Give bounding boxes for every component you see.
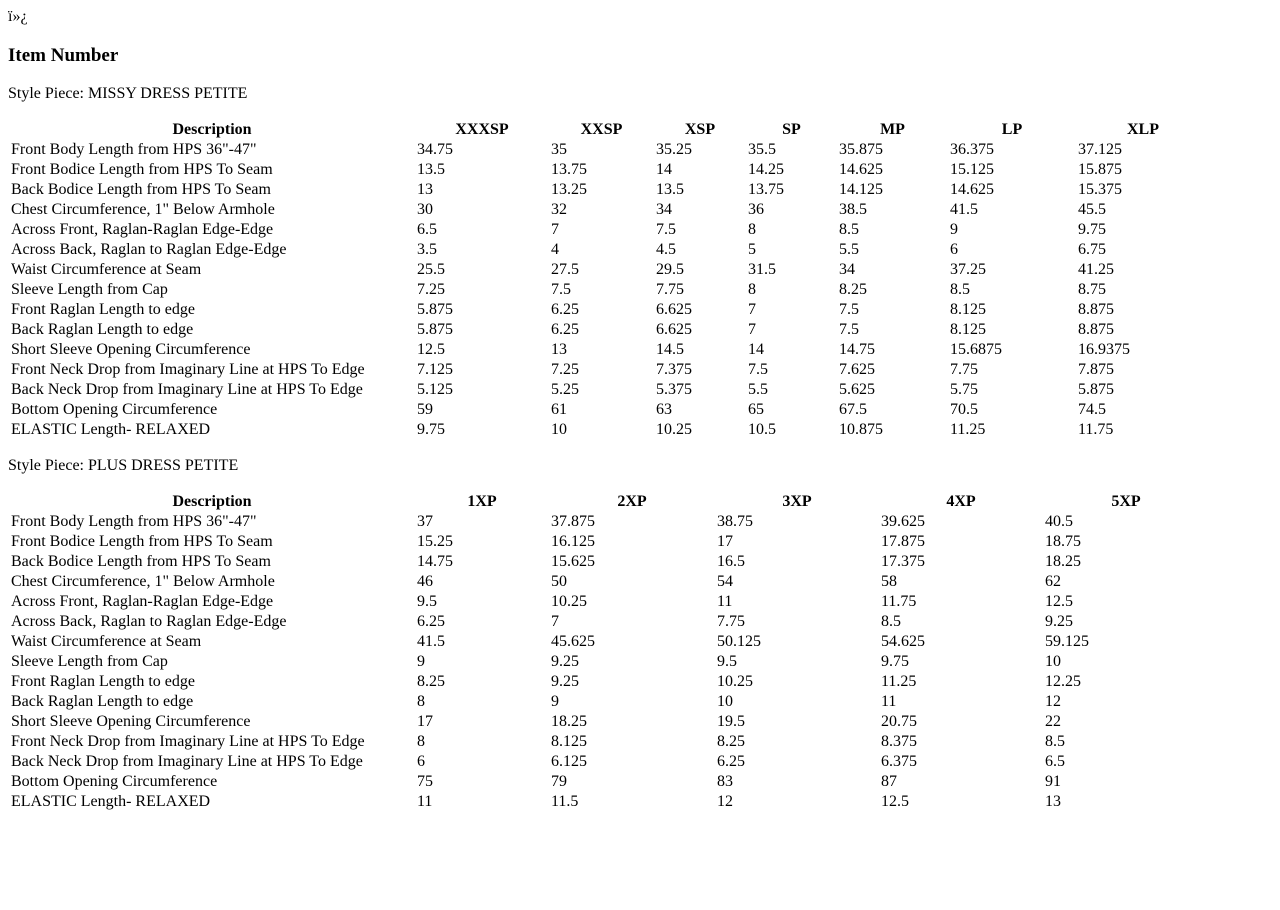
measurement-cell: 13 xyxy=(1045,793,1061,810)
description-cell: Front Raglan Length to edge xyxy=(11,673,195,690)
measurement-cell: 35.25 xyxy=(656,141,692,158)
measurement-cell: 37.25 xyxy=(950,261,986,278)
measurement-cell: 9.75 xyxy=(417,421,445,438)
measurement-cell: 17 xyxy=(417,713,433,730)
measurement-cell: 7 xyxy=(551,613,559,630)
measurement-cell: 87 xyxy=(881,773,897,790)
table-row xyxy=(10,161,1209,179)
measurement-cell: 6 xyxy=(950,241,958,258)
measurement-cell: 5.875 xyxy=(417,321,453,338)
description-cell: Front Neck Drop from Imaginary Line at HPS To Edge xyxy=(11,733,365,750)
table-row xyxy=(10,301,1209,319)
measurement-cell: 18.25 xyxy=(551,713,587,730)
table-row xyxy=(10,401,1209,419)
table-row xyxy=(10,513,1208,531)
measurement-cell: 5.5 xyxy=(748,381,768,398)
measurement-cell: 9 xyxy=(950,221,958,238)
measurement-cell: 8 xyxy=(417,693,425,710)
measurement-cell: 14.625 xyxy=(950,181,994,198)
measurement-cell: 10.25 xyxy=(717,673,753,690)
measurement-cell: 7.875 xyxy=(1078,361,1114,378)
table-row xyxy=(10,673,1208,691)
measurement-cell: 8.25 xyxy=(717,733,745,750)
description-cell: Short Sleeve Opening Circumference xyxy=(11,341,251,358)
measurement-cell: 9.25 xyxy=(551,673,579,690)
description-cell: Back Raglan Length to edge xyxy=(11,321,194,338)
measurement-cell: 6.25 xyxy=(417,613,445,630)
size-table-plus-dress-petite xyxy=(8,491,1210,813)
table-row xyxy=(10,141,1209,159)
measurement-cell: 16.5 xyxy=(717,553,745,570)
measurement-cell: 9.75 xyxy=(881,653,909,670)
measurement-cell: 20.75 xyxy=(881,713,917,730)
column-header: XLP xyxy=(1127,121,1159,138)
table-row xyxy=(10,733,1208,751)
measurement-cell: 17.375 xyxy=(881,553,925,570)
description-cell: Back Neck Drop from Imaginary Line at HPS To Edge xyxy=(11,381,363,398)
measurement-cell: 37 xyxy=(417,513,433,530)
measurement-cell: 8 xyxy=(748,281,756,298)
measurement-cell: 9.75 xyxy=(1078,221,1106,238)
measurement-cell: 9.25 xyxy=(1045,613,1073,630)
measurement-cell: 15.375 xyxy=(1078,181,1122,198)
measurement-cell: 16.125 xyxy=(551,533,595,550)
measurement-cell: 7.75 xyxy=(656,281,684,298)
measurement-cell: 11.75 xyxy=(1078,421,1114,438)
column-header: MP xyxy=(880,121,905,138)
measurement-cell: 10.5 xyxy=(748,421,776,438)
measurement-cell: 38.75 xyxy=(717,513,753,530)
column-header: SP xyxy=(782,121,801,138)
measurement-cell: 7.375 xyxy=(656,361,692,378)
measurement-cell: 40.5 xyxy=(1045,513,1073,530)
measurement-cell: 17 xyxy=(717,533,733,550)
measurement-cell: 7.5 xyxy=(551,281,571,298)
measurement-cell: 5.5 xyxy=(839,241,859,258)
measurement-cell: 15.25 xyxy=(417,533,453,550)
measurement-cell: 8.75 xyxy=(1078,281,1106,298)
measurement-cell: 35.5 xyxy=(748,141,776,158)
table-row xyxy=(10,713,1208,731)
measurement-cell: 25.5 xyxy=(417,261,445,278)
measurement-cell: 15.625 xyxy=(551,553,595,570)
table-row xyxy=(10,773,1208,791)
measurement-cell: 31.5 xyxy=(748,261,776,278)
table-row xyxy=(10,613,1208,631)
column-header: Description xyxy=(172,493,252,510)
table-row xyxy=(10,573,1208,591)
measurement-cell: 7.75 xyxy=(717,613,745,630)
column-header: XXXSP xyxy=(455,121,509,138)
measurement-cell: 13.5 xyxy=(656,181,684,198)
measurement-cell: 12 xyxy=(1045,693,1061,710)
measurement-cell: 12 xyxy=(717,793,733,810)
measurement-cell: 41.5 xyxy=(950,201,978,218)
measurement-cell: 6 xyxy=(417,753,425,770)
measurement-cell: 3.5 xyxy=(417,241,437,258)
table-row xyxy=(10,593,1208,611)
measurement-cell: 13.25 xyxy=(551,181,587,198)
description-cell: Back Neck Drop from Imaginary Line at HPS To Edge xyxy=(11,753,363,770)
description-cell: Across Front, Raglan-Raglan Edge-Edge xyxy=(11,593,274,610)
measurement-cell: 74.5 xyxy=(1078,401,1106,418)
table-row xyxy=(10,261,1209,279)
measurement-cell: 32 xyxy=(551,201,567,218)
measurement-cell: 12.25 xyxy=(1045,673,1081,690)
table-row xyxy=(10,533,1208,551)
measurement-cell: 10.25 xyxy=(551,593,587,610)
measurement-cell: 7.5 xyxy=(748,361,768,378)
measurement-cell: 29.5 xyxy=(656,261,684,278)
measurement-cell: 11.25 xyxy=(881,673,917,690)
measurement-cell: 11.25 xyxy=(950,421,986,438)
measurement-cell: 30 xyxy=(417,201,433,218)
measurement-cell: 14.25 xyxy=(748,161,784,178)
measurement-cell: 15.6875 xyxy=(950,341,1002,358)
measurement-cell: 5.125 xyxy=(417,381,453,398)
page-title: Item Number xyxy=(8,45,119,66)
measurement-cell: 5 xyxy=(748,241,756,258)
measurement-cell: 8 xyxy=(748,221,756,238)
measurement-cell: 14 xyxy=(656,161,672,178)
measurement-cell: 14.625 xyxy=(839,161,883,178)
measurement-cell: 8.5 xyxy=(1045,733,1065,750)
measurement-cell: 37.875 xyxy=(551,513,595,530)
measurement-cell: 8.375 xyxy=(881,733,917,750)
size-table-missy-dress-petite xyxy=(8,119,1211,441)
measurement-cell: 59 xyxy=(417,401,433,418)
table-row xyxy=(10,793,1208,811)
column-header: 5XP xyxy=(1111,493,1141,510)
measurement-cell: 8.5 xyxy=(839,221,859,238)
measurement-cell: 35.875 xyxy=(839,141,883,158)
measurement-cell: 7.5 xyxy=(839,321,859,338)
measurement-cell: 83 xyxy=(717,773,733,790)
table-row xyxy=(10,653,1208,671)
measurement-cell: 14.125 xyxy=(839,181,883,198)
measurement-cell: 12.5 xyxy=(417,341,445,358)
measurement-cell: 65 xyxy=(748,401,764,418)
description-cell: ELASTIC Length- RELAXED xyxy=(11,793,211,810)
table-row xyxy=(10,381,1209,399)
measurement-cell: 18.25 xyxy=(1045,553,1081,570)
description-cell: Across Back, Raglan to Raglan Edge-Edge xyxy=(11,613,287,630)
description-cell: Bottom Opening Circumference xyxy=(11,401,218,418)
measurement-cell: 62 xyxy=(1045,573,1061,590)
measurement-cell: 12.5 xyxy=(881,793,909,810)
measurement-cell: 14 xyxy=(748,341,764,358)
table-row xyxy=(10,361,1209,379)
measurement-cell: 54.625 xyxy=(881,633,925,650)
description-cell: Back Bodice Length from HPS To Seam xyxy=(11,553,271,570)
measurement-cell: 6.75 xyxy=(1078,241,1106,258)
description-cell: Across Front, Raglan-Raglan Edge-Edge xyxy=(11,221,274,238)
measurement-cell: 7.25 xyxy=(417,281,445,298)
header-row xyxy=(10,121,1209,139)
measurement-cell: 34.75 xyxy=(417,141,453,158)
measurement-cell: 8.5 xyxy=(881,613,901,630)
measurement-cell: 13.5 xyxy=(417,161,445,178)
measurement-cell: 5.375 xyxy=(656,381,692,398)
bom-marker-text: ï»¿ xyxy=(8,8,28,25)
measurement-cell: 6.5 xyxy=(417,221,437,238)
measurement-cell: 7 xyxy=(748,321,756,338)
description-cell: Across Back, Raglan to Raglan Edge-Edge xyxy=(11,241,287,258)
table-row xyxy=(10,753,1208,771)
measurement-cell: 11 xyxy=(717,593,733,610)
column-header: XXSP xyxy=(580,121,623,138)
measurement-cell: 5.875 xyxy=(1078,381,1114,398)
description-cell: Sleeve Length from Cap xyxy=(11,281,168,298)
measurement-cell: 8.5 xyxy=(950,281,970,298)
measurement-cell: 7.5 xyxy=(656,221,676,238)
measurement-cell: 13.75 xyxy=(551,161,587,178)
measurement-cell: 41.25 xyxy=(1078,261,1114,278)
measurement-cell: 59.125 xyxy=(1045,633,1089,650)
measurement-cell: 50.125 xyxy=(717,633,761,650)
table-row xyxy=(10,633,1208,651)
measurement-cell: 7 xyxy=(551,221,559,238)
column-header: LP xyxy=(1001,121,1023,138)
table-row xyxy=(10,181,1209,199)
measurement-cell: 12.5 xyxy=(1045,593,1073,610)
measurement-cell: 8.125 xyxy=(551,733,587,750)
measurement-cell: 17.875 xyxy=(881,533,925,550)
description-cell: Short Sleeve Opening Circumference xyxy=(11,713,251,730)
measurement-cell: 13.75 xyxy=(748,181,784,198)
measurement-cell: 19.5 xyxy=(717,713,745,730)
measurement-cell: 63 xyxy=(656,401,672,418)
table-row xyxy=(10,341,1209,359)
measurement-cell: 5.25 xyxy=(551,381,579,398)
measurement-cell: 11.5 xyxy=(551,793,579,810)
measurement-cell: 91 xyxy=(1045,773,1061,790)
measurement-cell: 7.5 xyxy=(839,301,859,318)
measurement-cell: 11.75 xyxy=(881,593,917,610)
measurement-cell: 9.5 xyxy=(717,653,737,670)
measurement-cell: 5.75 xyxy=(950,381,978,398)
measurement-cell: 45.625 xyxy=(551,633,595,650)
measurement-cell: 38.5 xyxy=(839,201,867,218)
measurement-cell: 8.875 xyxy=(1078,321,1114,338)
measurement-cell: 14.75 xyxy=(417,553,453,570)
measurement-cell: 58 xyxy=(881,573,897,590)
description-cell: ELASTIC Length- RELAXED xyxy=(11,421,211,438)
style-piece-label-plus: Style Piece: PLUS DRESS PETITE xyxy=(8,457,239,474)
measurement-cell: 22 xyxy=(1045,713,1061,730)
measurement-cell: 9.5 xyxy=(417,593,437,610)
description-cell: Front Bodice Length from HPS To Seam xyxy=(11,533,273,550)
measurement-cell: 7.25 xyxy=(551,361,579,378)
column-header: 3XP xyxy=(782,493,812,510)
column-header: XSP xyxy=(684,121,716,138)
description-cell: Front Body Length from HPS 36"-47" xyxy=(11,141,257,158)
column-header: Description xyxy=(172,121,252,138)
measurement-cell: 9.25 xyxy=(551,653,579,670)
column-header: 4XP xyxy=(946,493,976,510)
table-row xyxy=(10,201,1209,219)
column-header: 1XP xyxy=(467,493,497,510)
table-row xyxy=(10,693,1208,711)
description-cell: Sleeve Length from Cap xyxy=(11,653,168,670)
measurement-cell: 13 xyxy=(551,341,567,358)
style-piece-label-missy: Style Piece: MISSY DRESS PETITE xyxy=(8,85,248,102)
measurement-cell: 14.5 xyxy=(656,341,684,358)
table-row xyxy=(10,241,1209,259)
description-cell: Chest Circumference, 1" Below Armhole xyxy=(11,573,275,590)
measurement-cell: 9 xyxy=(551,693,559,710)
measurement-cell: 8.875 xyxy=(1078,301,1114,318)
measurement-cell: 35 xyxy=(551,141,567,158)
measurement-cell: 7.75 xyxy=(950,361,978,378)
measurement-cell: 6.625 xyxy=(656,301,692,318)
measurement-cell: 46 xyxy=(417,573,433,590)
measurement-cell: 11 xyxy=(881,693,897,710)
measurement-cell: 7.125 xyxy=(417,361,453,378)
measurement-cell: 4.5 xyxy=(656,241,676,258)
measurement-cell: 10 xyxy=(551,421,567,438)
measurement-cell: 10.25 xyxy=(656,421,692,438)
measurement-cell: 13 xyxy=(417,181,433,198)
measurement-cell: 34 xyxy=(656,201,672,218)
table-row xyxy=(10,321,1209,339)
measurement-cell: 16.9375 xyxy=(1078,341,1130,358)
measurement-cell: 8 xyxy=(417,733,425,750)
measurement-cell: 36.375 xyxy=(950,141,994,158)
measurement-cell: 15.875 xyxy=(1078,161,1122,178)
measurement-cell: 11 xyxy=(417,793,433,810)
measurement-cell: 15.125 xyxy=(950,161,994,178)
measurement-cell: 54 xyxy=(717,573,733,590)
measurement-cell: 34 xyxy=(839,261,855,278)
measurement-cell: 8.125 xyxy=(950,301,986,318)
description-cell: Back Raglan Length to edge xyxy=(11,693,194,710)
measurement-cell: 6.25 xyxy=(551,301,579,318)
description-cell: Front Raglan Length to edge xyxy=(11,301,195,318)
measurement-cell: 7 xyxy=(748,301,756,318)
measurement-cell: 8.125 xyxy=(950,321,986,338)
measurement-cell: 67.5 xyxy=(839,401,867,418)
description-cell: Front Body Length from HPS 36"-47" xyxy=(11,513,257,530)
measurement-cell: 7.625 xyxy=(839,361,875,378)
measurement-cell: 70.5 xyxy=(950,401,978,418)
measurement-cell: 39.625 xyxy=(881,513,925,530)
measurement-cell: 4 xyxy=(551,241,559,258)
measurement-cell: 8.25 xyxy=(417,673,445,690)
table-row xyxy=(10,553,1208,571)
measurement-cell: 6.25 xyxy=(551,321,579,338)
measurement-cell: 41.5 xyxy=(417,633,445,650)
measurement-cell: 50 xyxy=(551,573,567,590)
header-row xyxy=(10,493,1208,511)
measurement-cell: 6.375 xyxy=(881,753,917,770)
description-cell: Bottom Opening Circumference xyxy=(11,773,218,790)
description-cell: Waist Circumference at Seam xyxy=(11,261,202,278)
measurement-cell: 9 xyxy=(417,653,425,670)
description-cell: Chest Circumference, 1" Below Armhole xyxy=(11,201,275,218)
column-header: 2XP xyxy=(617,493,647,510)
table-row xyxy=(10,221,1209,239)
measurement-cell: 10.875 xyxy=(839,421,883,438)
measurement-cell: 18.75 xyxy=(1045,533,1081,550)
measurement-cell: 61 xyxy=(551,401,567,418)
measurement-cell: 75 xyxy=(417,773,433,790)
measurement-cell: 79 xyxy=(551,773,567,790)
table-row xyxy=(10,421,1209,439)
measurement-cell: 27.5 xyxy=(551,261,579,278)
measurement-cell: 14.75 xyxy=(839,341,875,358)
measurement-cell: 36 xyxy=(748,201,764,218)
description-cell: Waist Circumference at Seam xyxy=(11,633,202,650)
measurement-cell: 45.5 xyxy=(1078,201,1106,218)
table-row xyxy=(10,281,1209,299)
measurement-cell: 5.625 xyxy=(839,381,875,398)
measurement-cell: 37.125 xyxy=(1078,141,1122,158)
measurement-cell: 8.25 xyxy=(839,281,867,298)
description-cell: Front Bodice Length from HPS To Seam xyxy=(11,161,273,178)
description-cell: Front Neck Drop from Imaginary Line at HPS To Edge xyxy=(11,361,365,378)
measurement-cell: 6.125 xyxy=(551,753,587,770)
measurement-cell: 6.625 xyxy=(656,321,692,338)
measurement-cell: 10 xyxy=(717,693,733,710)
measurement-cell: 6.5 xyxy=(1045,753,1065,770)
description-cell: Back Bodice Length from HPS To Seam xyxy=(11,181,271,198)
measurement-cell: 6.25 xyxy=(717,753,745,770)
measurement-cell: 10 xyxy=(1045,653,1061,670)
measurement-cell: 5.875 xyxy=(417,301,453,318)
